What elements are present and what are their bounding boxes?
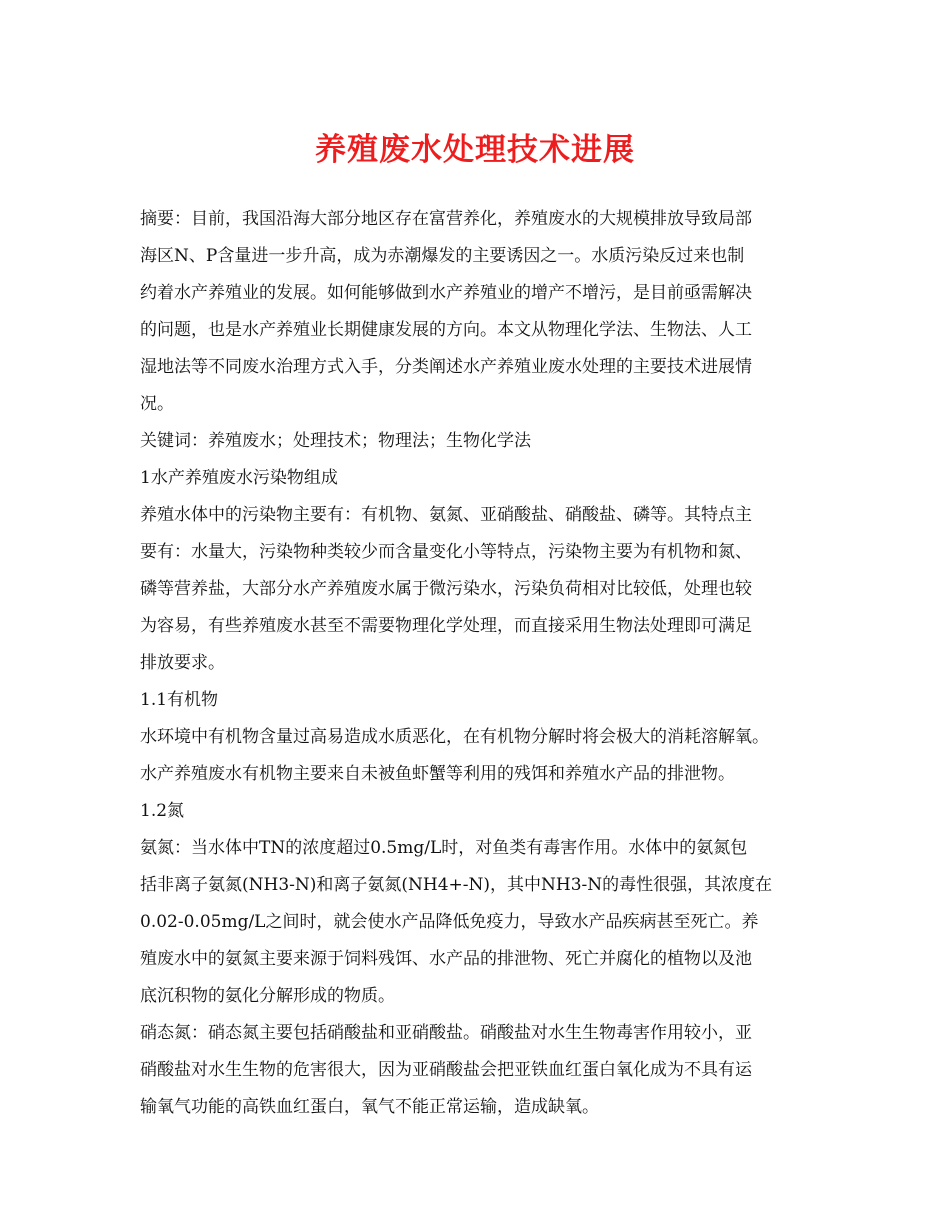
text-line: 硝态氮：硝态氮主要包括硝酸盐和亚硝酸盐。硝酸盐对水生生物毒害作用较小，亚 — [140, 1023, 752, 1043]
text-line: 摘要：目前，我国沿海大部分地区存在富营养化，养殖废水的大规模排放导致局部 — [140, 209, 752, 229]
text-line: 的问题，也是水产养殖业长期健康发展的方向。本文从物理化学法、生物法、人工 — [140, 320, 752, 340]
text-line: 0.02-0.05mg/L之间时，就会使水产品降低免疫力，导致水产品疾病甚至死亡。养 — [140, 912, 759, 932]
text-line: 海区N、P含量进一步升高，成为赤潮爆发的主要诱因之一。水质污染反过来也制 — [140, 246, 745, 266]
text-line: 况。 — [140, 394, 174, 414]
text-line: 氨氮：当水体中TN的浓度超过0.5mg/L时，对鱼类有毒害作用。水体中的氨氮包 — [140, 838, 748, 858]
paragraph-section-1-1 — [140, 719, 840, 793]
text-line: 底沉积物的氨化分解形成的物质。 — [140, 986, 395, 1006]
paragraph-heading-1-1 — [140, 682, 840, 719]
text-line: 硝酸盐对水生生物的危害很大，因为亚硝酸盐会把亚铁血红蛋白氧化成为不具有运 — [140, 1060, 752, 1080]
text-line: 水产养殖废水有机物主要来自未被鱼虾蟹等利用的残饵和养殖水产品的排泄物。 — [140, 764, 735, 784]
text-line: 湿地法等不同废水治理方式入手，分类阐述水产养殖业废水处理的主要技术进展情 — [140, 357, 752, 377]
paragraph-section-1-2-nitrate — [140, 1015, 840, 1126]
paragraph-heading-1 — [140, 460, 840, 497]
text-line: 为容易，有些养殖废水甚至不需要物理化学处理，而直接采用生物法处理即可满足 — [140, 616, 752, 636]
text-line: 1水产养殖废水污染物组成 — [140, 468, 338, 488]
document-title: 养殖废水处理技术进展 — [315, 132, 635, 168]
paragraph-section-1 — [140, 497, 840, 682]
text-line: 排放要求。 — [140, 653, 225, 673]
text-line: 括非离子氨氮(NH3-N)和离子氨氮(NH4+-N)，其中NH3-N的毒性很强，其浓度在 — [140, 875, 773, 895]
text-line: 殖废水中的氨氮主要来源于饲料残饵、水产品的排泄物、死亡并腐化的植物以及池 — [140, 949, 752, 969]
paragraph-section-1-2-ammonia — [140, 830, 840, 1015]
text-line: 要有：水量大，污染物种类较少而含量变化小等特点，污染物主要为有机物和氮、 — [140, 542, 752, 562]
paragraph-abstract — [140, 201, 840, 423]
text-line: 约着水产养殖业的发展。如何能够做到水产养殖业的增产不增污，是目前亟需解决 — [140, 283, 752, 303]
paragraph-keywords — [140, 423, 840, 460]
text-line: 水环境中有机物含量过高易造成水质恶化，在有机物分解时将会极大的消耗溶解氧。 — [140, 727, 769, 747]
text-line: 养殖水体中的污染物主要有：有机物、氨氮、亚硝酸盐、硝酸盐、磷等。其特点主 — [140, 505, 752, 525]
paragraph-heading-1-2 — [140, 793, 840, 830]
text-line: 磷等营养盐，大部分水产养殖废水属于微污染水，污染负荷相对比较低，处理也较 — [140, 579, 752, 599]
text-line: 1.2氮 — [140, 801, 185, 821]
text-line: 关键词：养殖废水；处理技术；物理法；生物化学法 — [140, 431, 531, 451]
document-body — [140, 201, 840, 1126]
text-line: 输氧气功能的高铁血红蛋白，氧气不能正常运输，造成缺氧。 — [140, 1097, 599, 1117]
text-line: 1.1有机物 — [140, 690, 219, 710]
